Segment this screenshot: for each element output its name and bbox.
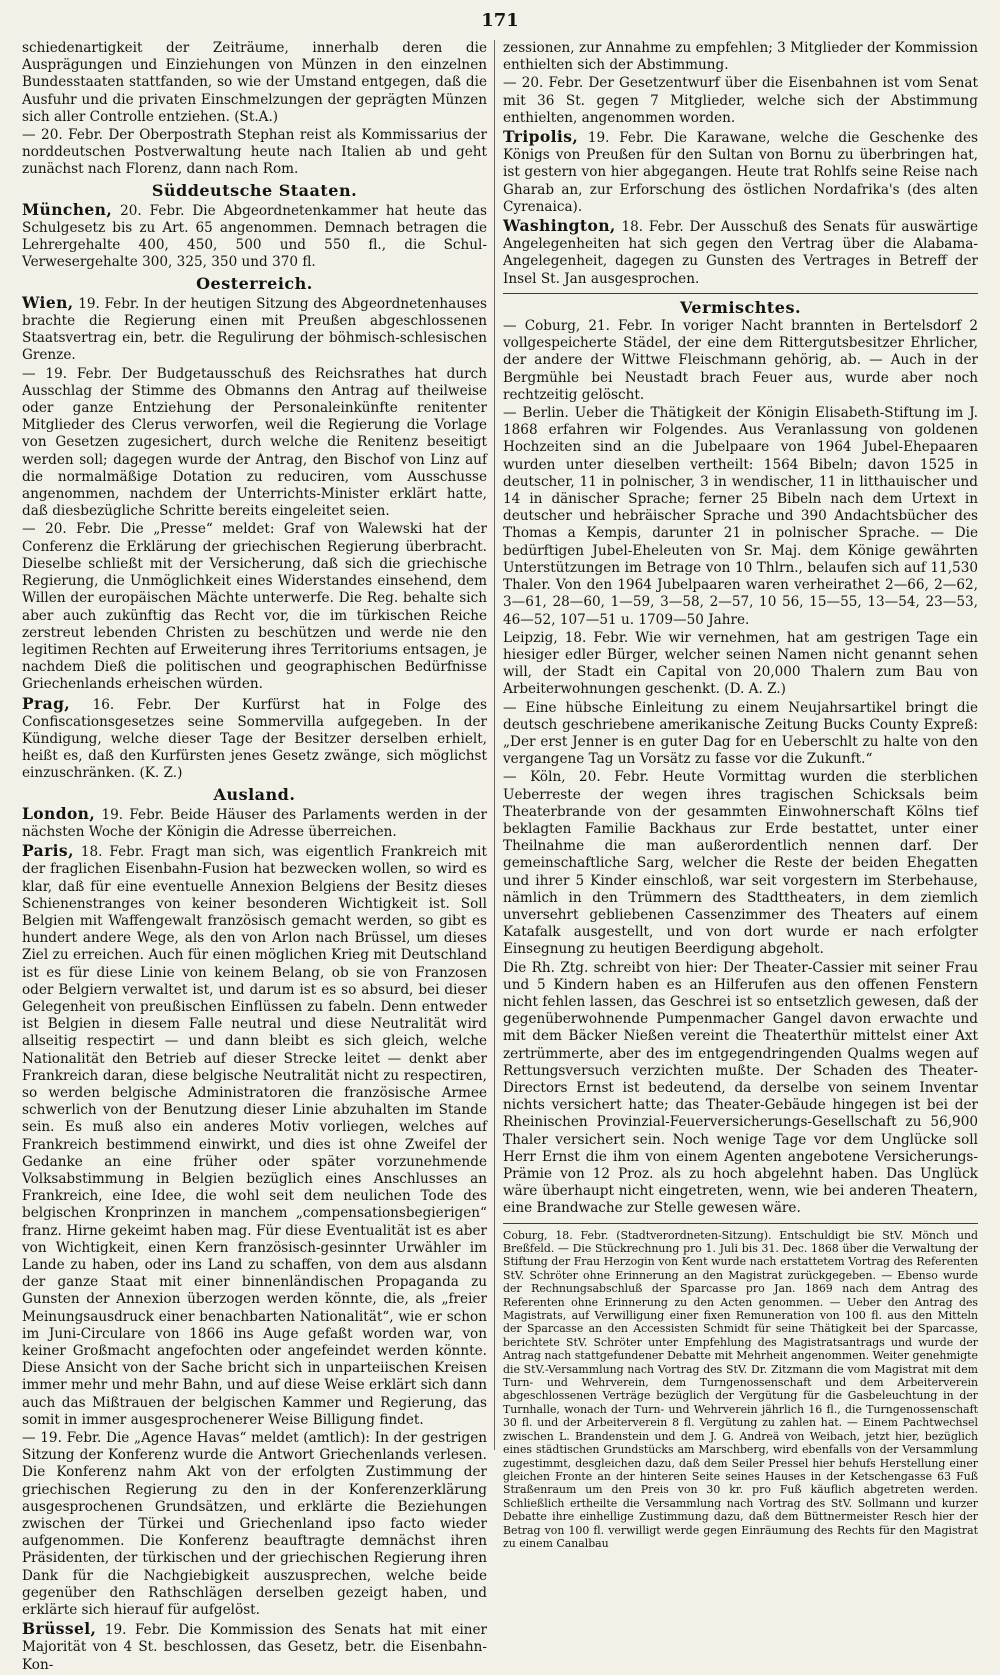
article bbox=[503, 217, 978, 288]
article bbox=[22, 805, 487, 841]
article-text: — 19. Febr. Die „Agence Havas“ meldet (amtlich): In der gestrigen Sitzung der Konferenz wurde die Antwort Griechenlands verlesen. Die Konferenz nahm Akt von der erfolgten Zustimmung der griechischen Regierung zu den in der Konferenzerklärung ausgesprochenen Grundsätzen, und erklärte die Beziehungen zwischen der Türkei und Griechenland ipso facto wieder aufgenommen. Die Konferenz beauftragte demnächst ihren Präsidenten, der türkischen und der griechischen Regierung ihren Dank für die Nachgiebigkeit auszusprechen, welche beide gegenüber den Rathschlägen derselben gezeigt haben, und erklärte sich hierauf für aufgelöst. bbox=[22, 1430, 487, 1619]
article-text: 20. Febr. Die Abgeordnetenkammer hat heute das Schulgesetz bis zu Art. 65 angenommen. Demnach betragen die Lehrergehalte 400, 450, 500 und 550 fl., die Schul-Verwesergehalte 300, 325, 350 und 370 fl. bbox=[22, 202, 487, 271]
article-text: 19. Febr. Die Karawane, welche die Geschenke des Königs von Preußen für den Sultan von Bornu zu überbringen hat, ist gestern von hier abgegangen. Heute trat Rohlfs seine Reise nach Gharab an, zur Erforschung des östlichen Nordafrika's (des alten Cyrenaica). bbox=[503, 130, 978, 215]
article-text: 19. Febr. Beide Häuser des Parlaments werden in der nächsten Woche der Königin die Adresse überreichen. bbox=[22, 806, 487, 840]
article bbox=[22, 201, 487, 272]
article-text: — Berlin. Ueber die Thätigkeit der Königin Elisabeth-Stiftung im J. 1868 erfahren wir Folgendes. Aus Veranlassung von goldenen Hochzeiten sind an die Jubelpaare von 1964 Jubel-Ehepaaren wurden unter dieselben vertheilt: 1564 Bibeln; davon 1525 in deutscher, 11 in polnischer, 3 in wendischer, 11 in litthauischer und 14 in dänischer Sprache; ferner 25 Bibeln nach dem Urtext in deutscher und hebräischer Sprache und 390 Andachtsbücher des Thomas a Kempis, darunter 21 in polnischer Sprache. — Die bedürftigen Jubel-Eheleuten von Sr. Maj. dem Könige gewährten Unterstützungen im Betrage von 10 Thlrn., belaufen sich auf 11,530 Thaler. Von den 1964 Jubelpaaren waren verheirathet 2—66, 2—62, 3—61, 28—60, 1—59, 3—58, 2—57, 10 56, 15—55, 13—54, 23—53, 46—52, 107—51 u. 1709—50 Jahre. bbox=[503, 405, 978, 628]
article-text: — Coburg, 21. Febr. In voriger Nacht brannten in Bertelsdorf 2 vollgespeicherte Städel, der eine dem Rittergutsbesitzer Ehrlicher, der andere der Wittwe Fleischmann gehörig, ab. — Auch in der Bergmühle bei Neustadt brach Feuer aus, wurde aber noch rechtzeitig gelöscht. bbox=[503, 318, 978, 403]
dateline-place: London, bbox=[22, 803, 96, 823]
article-text: 18. Febr. Der Ausschuß des Senats für auswärtige Angelegenheiten hat sich gegen den Vertrag über die Alabama-Angelegenheit, dagegen zu Gunsten des Vertrages in Betreff der Insel St. Jan ausgesprochen. bbox=[503, 219, 978, 287]
left-column bbox=[22, 40, 487, 1675]
article-text: — 20. Febr. Der Gesetzentwurf über die Eisenbahnen ist vom Senat mit 36 St. gegen 7 Mitglieder, welche sich der Abstimmung enthielten, angenommen worden. bbox=[503, 75, 978, 126]
article bbox=[503, 128, 978, 216]
page-number: 171 bbox=[481, 10, 519, 31]
article-text: — 20. Febr. Die „Presse“ meldet: Graf von Walewski hat der Conferenz die Erklärung der griechischen Regierung überbracht. Dieselbe schließt mit der Versicherung, daß sich die griechische Regierung, die Unmöglichkeit eines Widerstandes einsehend, dem Willen der europäischen Mächte unterwerfe. Die Reg. behalte sich aber auch zukünftig das Recht vor, die im türkischen Reiche zerstreut lebenden Christen zu beschützen und werde nie den legitimen Rechten auf Erweiterung ihres Territoriums entsagen, je nachdem Dieß die politischen und geographischen Bedürfnisse Griechenlands erheischen würden. bbox=[22, 521, 487, 693]
article-text: 19. Febr. In der heutigen Sitzung des Abgeordnetenhauses brachte die Regierung einen mit Preußen abgeschlossenen Staatsvertrag ein, betr. die Regulirung der böhmisch-schlesischen Grenze. bbox=[22, 295, 487, 364]
article bbox=[22, 294, 487, 365]
article-text: Leipzig, 18. Febr. Wie wir vernehmen, hat am gestrigen Tage ein hiesiger edler Bürger, welcher seinen Namen nicht genannt sehen will, der Stadt ein Capital von 20,000 Thalern zum Bau von Arbeiterwohnungen geschenkt. (D. A. Z.) bbox=[503, 629, 978, 698]
dateline-place: Paris, bbox=[22, 841, 74, 861]
section-heading: Ausland. bbox=[213, 784, 296, 804]
dateline-place: Brüssel, bbox=[22, 1619, 97, 1639]
section-heading: Süddeutsche Staaten. bbox=[151, 180, 358, 200]
article-text: 19. Febr. Die Kommission des Senats hat mit einer Majorität von 4 St. beschlossen, das Gesetz, betr. die Eisenbahn-Kon- bbox=[22, 1622, 487, 1673]
article-text: zessionen, zur Annahme zu empfehlen; 3 Mitglieder der Kommission enthielten sich der Abstimmung. bbox=[503, 40, 978, 74]
section-heading: Vermischtes. bbox=[679, 297, 802, 317]
article-text: 18. Febr. Fragt man sich, was eigentlich Frankreich mit der fraglichen Eisenbahn-Fusion hat bezwecken wollen, so wird es klar, daß für eine eventuelle Annexion Belgiens der Besitz dieses Schienenstranges von keiner besonderen Wichtigkeit ist. Soll Belgien mit Waffengewalt französisch gemacht werden, so gibt es hundert andere Wege, als den von Arlon nach Brüssel, um dieses Ziel zu erreichen. Auch für einen möglichen Krieg mit Deutschland ist es für diese Linie von keinem Belang, ob sie von Franzosen oder Belgiern verwaltet ist, und darum ist es so absurd, bei dieser Gelegenheit von preußischen Einflüssen zu fabeln. Denn entweder ist Belgien in diesem Falle neutral und diese Neutralität wird allseitig respectirt — und dann bleibt es sich gleich, welche Nationalität den Betrieb auf dieser Strecke leitet — denkt aber Frankreich daran, diese belgische Neutralität nicht zu respectiren, so werden belgische Administratoren die französische Armee schwerlich von der Benutzung dieser Linie abzuhalten im Stande sein. Es muß also ein anderes Motiv vorliegen, welches auf Frankreich bestimmend einwirkt, und dies ist ohne Zweifel der Gedanke an eine früher oder später vorzunehmende Volksabstimmung in Belgien bezüglich eines Anschlusses an Frankreich, eine Idee, die wohl seit dem neulichen Tode des belgischen Kronprinzen in manchem „compensationsbegierigen“ franz. Hirne gekeimt haben mag. Für diese Eventualität ist es aber von Wichtigkeit, einen Kern französisch-gesinnter Urwähler im Lande zu haben, oder ins Land zu schaffen, von dem aus alsdann der ganze Staat mit einer binnenländischen Propaganda zu Gunsten der Annexion überzogen werden könnte, die, als „freier Meinungsausdruck einer benachbarten Nationalität“, wie er schon im Juni-Circulare von 1866 ins Auge gefaßt worden war, von keiner Großmacht angefochten oder angefeindet werden könnte. Diese Ansicht von der Sache bricht sich in unparteiischen Kreisen immer mehr und mehr Bahn, und auf diese Weise erklärt sich dann auch das Mißtrauen der belgischen Kammer und Regierung, das somit in immer ausgesprochenerer Weise Billigung findet. bbox=[22, 844, 487, 1428]
article bbox=[22, 695, 487, 783]
right-column bbox=[503, 40, 978, 1551]
article-text: — Eine hübsche Einleitung zu einem Neujahrsartikel bringt die deutsch geschriebene amerikanische Zeitung Bucks County Expreß: „Der erst Jenner is en guter Dag for en Ueberschlt zu halte von den vergangene Tag un Vorsätz zu fasse vor die Zukunft.“ bbox=[503, 699, 978, 768]
article-text: — 20. Febr. Der Oberpostrath Stephan reist als Kommissarius der norddeutschen Postverwaltung heute nach Italien ab und geht zunächst nach Florenz, dann nach Rom. bbox=[22, 127, 487, 178]
divider bbox=[503, 1223, 978, 1224]
council-report: Coburg, 18. Febr. (Stadtverordneten-Sitzung). Entschuldigt bie StV. Mönch und Breßfeld. — Die Stückrechnung pro 1. Juli bis 31. Dec. 1868 über die Verwaltung der Stiftung der Frau Herzogin von Kent wurde nach erstattetem Vortrag des Referenten StV. Schröter ohne Erinnerung an den Magistrat zurückgegeben. — Ebenso wurde der Rechnungsabschluß der Sparcasse pro Jan. 1869 nach dem Antrag des Referenten ohne Erinnerung zu den Acten genommen. — Ueber den Antrag des Magistrats, auf Verwilligung einer fixen Remuneration von 100 fl. aus den Mitteln der Sparcasse an den Accessisten Schmidt für seine Thätigkeit bei der Sparcasse, berichtete StV. Schröter unter Empfehlung des Magistratsantrags und wurde der Antrag nach stattgefundener Debatte mit Mehrheit angenommen. Weiter genehmigte die StV.-Versammlung nach Vortrag des StV. Dr. Zitzmann die vom Magistrat mit dem Turn- und Wehrverein, dem Turngenossenschaft und dem Arbeiterverein abgeschlossenen Verträge bezüglich der Vergütung für die Gasbeleuchtung in der Turnhalle, wonach der Turn- und Wehrverein jährlich 16 fl., die Turngenossenschaft 30 fl. und der Arbeiterverein 8 fl. Vergütung zu zahlen hat. — Einem Pachtwechsel zwischen L. Brandenstein und dem J. G. Andreä von Weibach, jetzt hier, bezüglich eines städtischen Grundstücks am Marschberg, wird ebenfalls von der Versammlung zugestimmt, desgleichen dazu, daß dem Seiler Pressel hier behufs Herstellung einer gleichen Fronte an der hinteren Seite seines Hauses in der Ketschengasse 63 Fuß Straßenraum um den Preis von 30 kr. pro Fuß käuflich abgetreten werden. Schließlich ertheilte die Versammlung nach Vortrag des StV. Sollmann und kurzer Debatte ihre einhellige Zustimmung dazu, daß dem Büttnermeister Resch hier der Betrag von 100 fl. verwilligt werde gegen Einräumung des Rechts für den Magistrat zu einem Canalbau bbox=[503, 1228, 978, 1550]
dateline-place: Tripolis, bbox=[503, 127, 579, 147]
article bbox=[22, 842, 487, 1429]
article-text: 16. Febr. Der Kurfürst hat in Folge des Confiscationsgesetzes seine Sommervilla aufgegeben. In der Kündigung, welche dieser Tage der Besitzer derselben erhielt, heißt es, daß den Kurfürsten jenes Gesetz zwänge, sich möglichst einzuschränken. (K. Z.) bbox=[22, 696, 487, 782]
section-heading: Oesterreich. bbox=[196, 273, 313, 293]
article-text: — 19. Febr. Der Budgetausschuß des Reichsrathes hat durch Ausschlag der Stimme des Obmanns den Antrag auf theilweise oder ganze Entziehung der Personaleinkünfte renitenter Mitglieder des Clerus verworfen, weil die Regierung die Vorlage von Gesetzen zugesichert, durch welche die Renitenz beseitigt werden soll; dagegen wurde der Antrag, den Bischof von Linz auf die normalmäßige Dotation zu reduciren, vom Ausschusse angenommen, nachdem der Unterrichts-Minister erklärt hatte, daß diesbezügliche Schritte bereits eingeleitet seien. bbox=[22, 365, 487, 520]
article-text: Die Rh. Ztg. schreibt von hier: Der Theater-Cassier mit seiner Frau und 5 Kindern haben es an Hilferufen aus den offenen Fenstern nicht fehlen lassen, das Geschrei ist so entsetzlich gewesen, daß der gegenüberwohnende Pumpenmacher Gangel davon erwachte und mit dem Bäcker Nießen vereint die Theaterthür mittelst einer Axt zertrümmerte, aber des im entgegendringenden Qualms wegen auf Rettungsversuch verzichten mußte. Der Schaden des Theater-Directors Ernst ist bedeutend, da derselbe von seinem Inventar nichts versichert hatte; das Theater-Gebäude hingegen ist bei der Rheinischen Provinzial-Feuerversicherungs-Gesellschaft zu 56,900 Thaler versichert sein. Noch wenige Tage vor dem Unglücke soll Herr Ernst die ihm von einem Agenten angebotene Versicherungs-Prämie von 12 Proz. als zu hoch abgelehnt haben. Das Unglück wäre überhaupt nicht eingetreten, wenn, wie bei anderen Theatern, eine Brandwache zur Stelle gewesen wäre. bbox=[503, 959, 978, 1217]
article-text: — Köln, 20. Febr. Heute Vormittag wurden die sterblichen Ueberreste der wegen ihres tragischen Schicksals beim Theaterbrande von der gesammten Einwohnerschaft Kölns tief beklagten Familie Backhaus zur Erde bestattet, unter einer Theilnahme die man außerordentlich nennen darf. Der gemeinschaftliche Sarg, welcher die Reste der beiden Ehegatten und ihrer 5 Kinder einschloß, war seit vorgestern im Sterbehause, nämlich in den Trümmern des Stadttheaters, in dem ziemlich unversehrt gebliebenen Cassenzimmer des Theaters auf einem Katafalk ausgestellt, und von dort wurde er nach erfolgter Einsegnung zu heutigen Beerdigung abgeholt. bbox=[503, 769, 978, 958]
article bbox=[22, 1620, 487, 1674]
dateline-place: Washington, bbox=[503, 216, 616, 236]
column-divider bbox=[494, 40, 495, 1450]
dateline-place: München, bbox=[22, 199, 113, 219]
dateline-place: Prag, bbox=[22, 693, 71, 713]
dateline-place: Wien, bbox=[22, 292, 74, 312]
divider bbox=[503, 293, 978, 294]
article-text: schiedenartigkeit der Zeiträume, innerhalb deren die Ausprägungen und Einziehungen von Münzen in den einzelnen Bundesstaaten stattfanden, so wie der Umstand entgegen, daß die Ausfuhr und die privaten Einschmelzungen der geprägten Münzen sich aller Controlle entziehen. (St.A.) bbox=[22, 40, 487, 125]
